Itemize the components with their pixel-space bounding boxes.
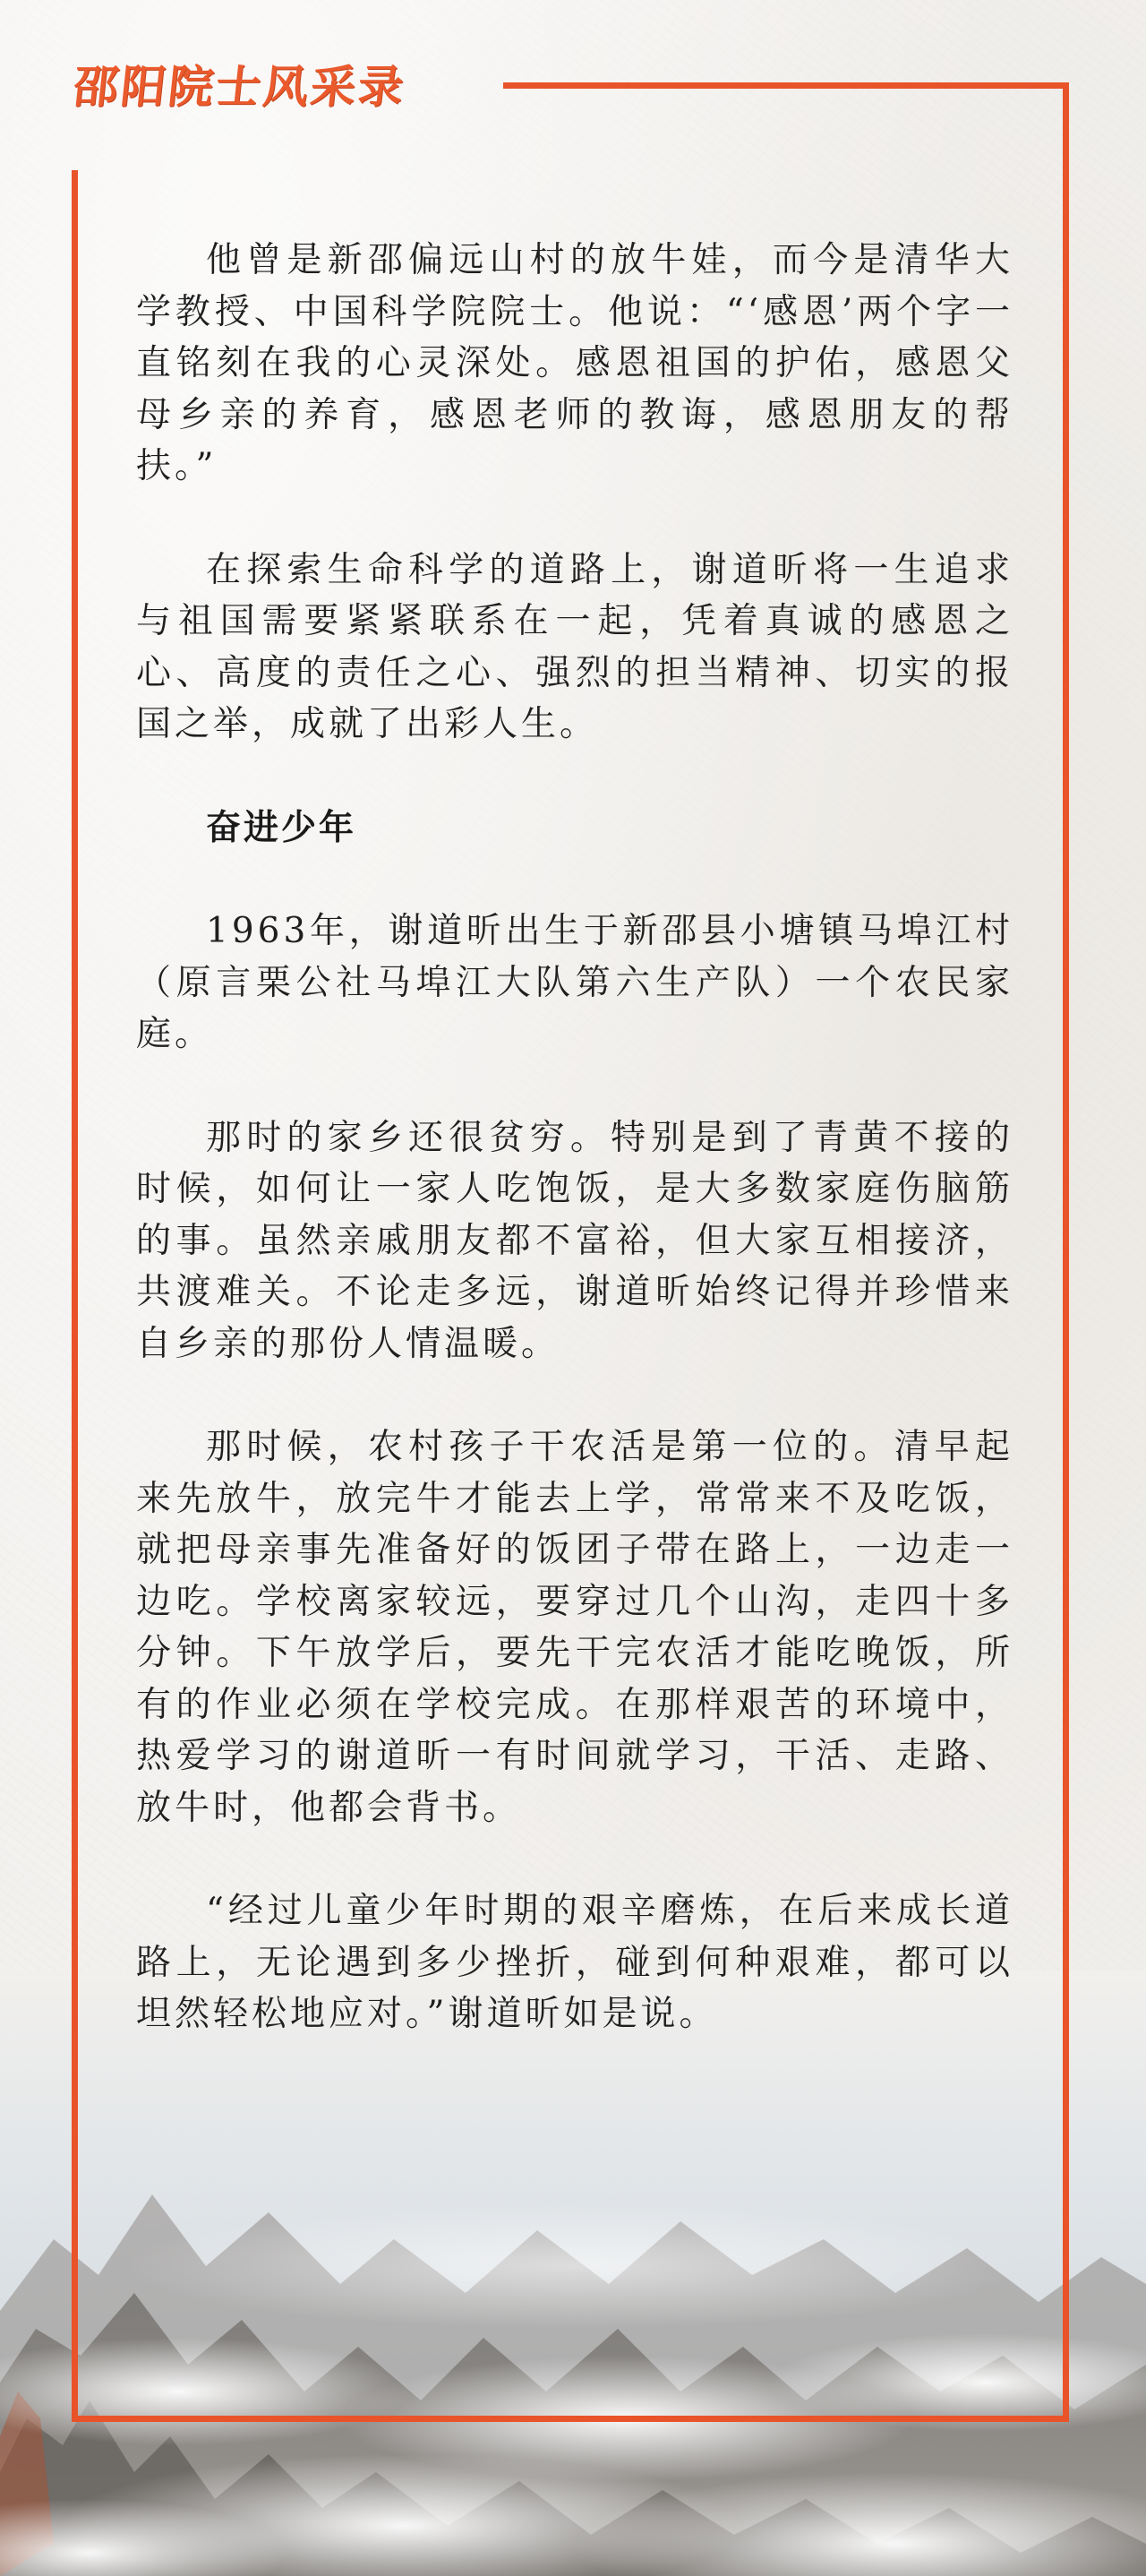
article-paragraph: “经过儿童少年时期的艰辛磨炼，在后来成长道路上，无论遇到多少挫折，碰到何种艰难，都可以坦然轻松地应对。”谢道昕如是说。 bbox=[136, 1891, 1013, 2034]
article-paragraph: 在探索生命科学的道路上，谢道昕将一生追求与祖国需要紧紧联系在一起，凭着真诚的感恩之心、高度的责任之心、强烈的担当精神、切实的报国之举，成就了出彩人生。 bbox=[136, 549, 1013, 744]
frame-right-border bbox=[1063, 82, 1069, 2422]
article-paragraph: 1963年，谢道昕出生于新邵县小塘镇马埠江村（原言栗公社马埠江大队第六生产队）一个农民家庭。 bbox=[136, 911, 1013, 1054]
article-paragraph: 他曾是新邵偏远山村的放牛娃，而今是清华大学教授、中国科学院院士。他说：“‘感恩’两个字一直铭刻在我的心灵深处。感恩祖国的护佑，感恩父母乡亲的养育，感恩老师的教诲，感恩朋友的帮扶。” bbox=[136, 240, 1013, 486]
frame-left-border bbox=[72, 170, 78, 2422]
article-paragraph: 那时的家乡还很贫穷。特别是到了青黄不接的时候，如何让一家人吃饱饭，是大多数家庭伤脑筋的事。虽然亲戚朋友都不富裕，但大家互相接济，共渡难关。不论走多远，谢道昕始终记得并珍惜来自乡亲的那份人情温暖。 bbox=[136, 1117, 1013, 1364]
frame-bottom-border bbox=[72, 2416, 1069, 2422]
frame-top-border bbox=[503, 82, 1069, 89]
section-heading: 奋进少年 bbox=[206, 807, 357, 848]
article-paragraph: 那时候，农村孩子干农活是第一位的。清早起来先放牛，放完牛才能去上学，常常来不及吃饭，就把母亲事先准备好的饭团子带在路上，一边走一边吃。学校离家较远，要穿过几个山沟，走四十多分钟。下午放学后，要先干完农活才能吃晚饭，所有的作业必须在学校完成。在那样艰苦的环境中，热爱学习的谢道昕一有时间就学习，干活、走路、放牛时，他都会背书。 bbox=[136, 1427, 1013, 1828]
article-body bbox=[136, 235, 1013, 2092]
column-logo: 邵阳院士风采录 bbox=[70, 61, 409, 113]
